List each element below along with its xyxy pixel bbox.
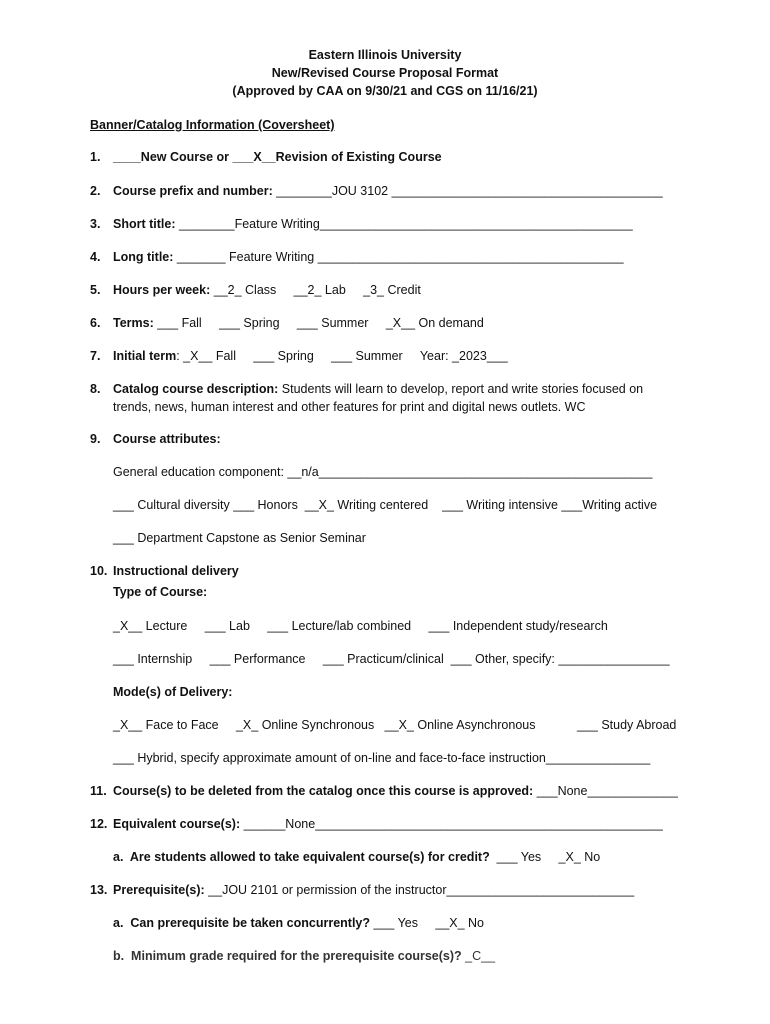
item-7-number: 7. (90, 349, 101, 363)
item-6-number: 6. (90, 316, 101, 330)
hours-per-week-value: __2_ Class __2_ Lab _3_ Credit (210, 283, 421, 297)
item-12a-value: ___ Yes _X_ No (489, 850, 601, 864)
course-prefix-field (113, 184, 663, 198)
item-2-label: Course prefix and number: (113, 184, 273, 198)
short-title-field (113, 217, 633, 231)
catalog-description-field (113, 382, 643, 396)
approval-note: (Approved by CAA on 9/30/21 and CGS on 11/16/21) (232, 84, 538, 98)
equivalent-courses-field (113, 817, 663, 831)
item-6-label: Terms: (113, 316, 154, 330)
item-11-number: 11. (90, 784, 107, 798)
terms-value: ___ Fall ___ Spring ___ Summer _X__ On demand (153, 316, 484, 330)
long-title-field (113, 250, 624, 264)
item-13b-value: _C__ (461, 949, 496, 963)
item-9-number: 9. (90, 432, 101, 446)
delivery-mode-label: Mode(s) of Delivery: (113, 685, 233, 699)
item-12a-label: a. Are students allowed to take equivalent course(s) for credit? (113, 850, 490, 864)
item-8-number: 8. (90, 382, 101, 396)
catalog-description-line1: Students will learn to develop, report and write stories focused on (278, 382, 644, 396)
hours-per-week-field (113, 283, 421, 297)
item-13-label: Prerequisite(s): (113, 883, 205, 897)
deleted-courses-field (113, 784, 678, 798)
equivalent-courses-value: ______None__________________________________________________ (240, 817, 663, 831)
item-3-label: Short title: (113, 217, 176, 231)
initial-term-field (113, 349, 508, 363)
item-13b-label: b. Minimum grade required for the prerequisite course(s)? (113, 949, 462, 963)
concurrent-prerequisite-question (113, 916, 484, 930)
item-12-number: 12. (90, 817, 108, 831)
item-7-label: Initial term (113, 349, 177, 363)
deleted-courses-value: ___None_____________ (533, 784, 678, 798)
section-title: Banner/Catalog Information (Coversheet) (90, 118, 335, 132)
item-2-number: 2. (90, 184, 101, 198)
prerequisites-value: __JOU 2101 or permission of the instructor___________________________ (204, 883, 635, 897)
initial-term-value: : _X__ Fall ___ Spring ___ Summer Year: _2023___ (176, 349, 508, 363)
item-13-number: 13. (90, 883, 108, 897)
item-1-text: ____New Course or ___X__Revision of Existing Course (113, 150, 442, 164)
gen-ed-component: General education component: __n/a________________________________________________ (113, 465, 653, 479)
course-attributes-label: Course attributes: (113, 432, 221, 446)
catalog-description-line2: trends, news, human interest and other features for print and digital news outlets. WC (113, 400, 586, 414)
type-of-course-label: Type of Course: (113, 585, 208, 599)
item-10-number: 10. (90, 564, 108, 578)
terms-field (113, 316, 484, 330)
item-13a-value: ___ Yes __X_ No (370, 916, 485, 930)
capstone-option: ___ Department Capstone as Senior Seminar (113, 531, 366, 545)
hybrid-option: ___ Hybrid, specify approximate amount of on-line and face-to-face instruction_______________ (113, 751, 651, 765)
instructional-delivery-label: Instructional delivery (113, 564, 239, 578)
delivery-mode-row-1: _X__ Face to Face _X_ Online Synchronous __X_ Online Asynchronous (113, 718, 536, 732)
long-title-value: _______ Feature Writing ____________________________________________ (173, 250, 624, 264)
item-12-label: Equivalent course(s): (113, 817, 241, 831)
item-5-label: Hours per week: (113, 283, 211, 297)
course-type-row-1: _X__ Lecture ___ Lab ___ Lecture/lab combined ___ Independent study/research (113, 619, 608, 633)
minimum-grade-question (113, 949, 495, 963)
equivalent-credit-question (113, 850, 600, 864)
university-name: Eastern Illinois University (308, 48, 462, 62)
item-5-number: 5. (90, 283, 101, 297)
item-11-label: Course(s) to be deleted from the catalog once this course is approved: (113, 784, 534, 798)
prerequisites-field (113, 883, 634, 897)
item-1-number: 1. (90, 150, 101, 164)
item-13a-label: a. Can prerequisite be taken concurrently? (113, 916, 371, 930)
item-3-number: 3. (90, 217, 101, 231)
attribute-options: ___ Cultural diversity ___ Honors __X_ Writing centered ___ Writing intensive ___Writing active (113, 498, 658, 512)
item-4-number: 4. (90, 250, 101, 264)
study-abroad-option: ___ Study Abroad (577, 718, 677, 732)
course-type-row-2: ___ Internship ___ Performance ___ Practicum/clinical ___ Other, specify: ________________ (113, 652, 670, 666)
item-4-label: Long title: (113, 250, 174, 264)
course-prefix-value: ________JOU 3102 _______________________________________ (272, 184, 663, 198)
short-title-value: ________Feature Writing_____________________________________________ (175, 217, 633, 231)
document-title: New/Revised Course Proposal Format (271, 66, 499, 80)
item-8-label: Catalog course description: (113, 382, 279, 396)
